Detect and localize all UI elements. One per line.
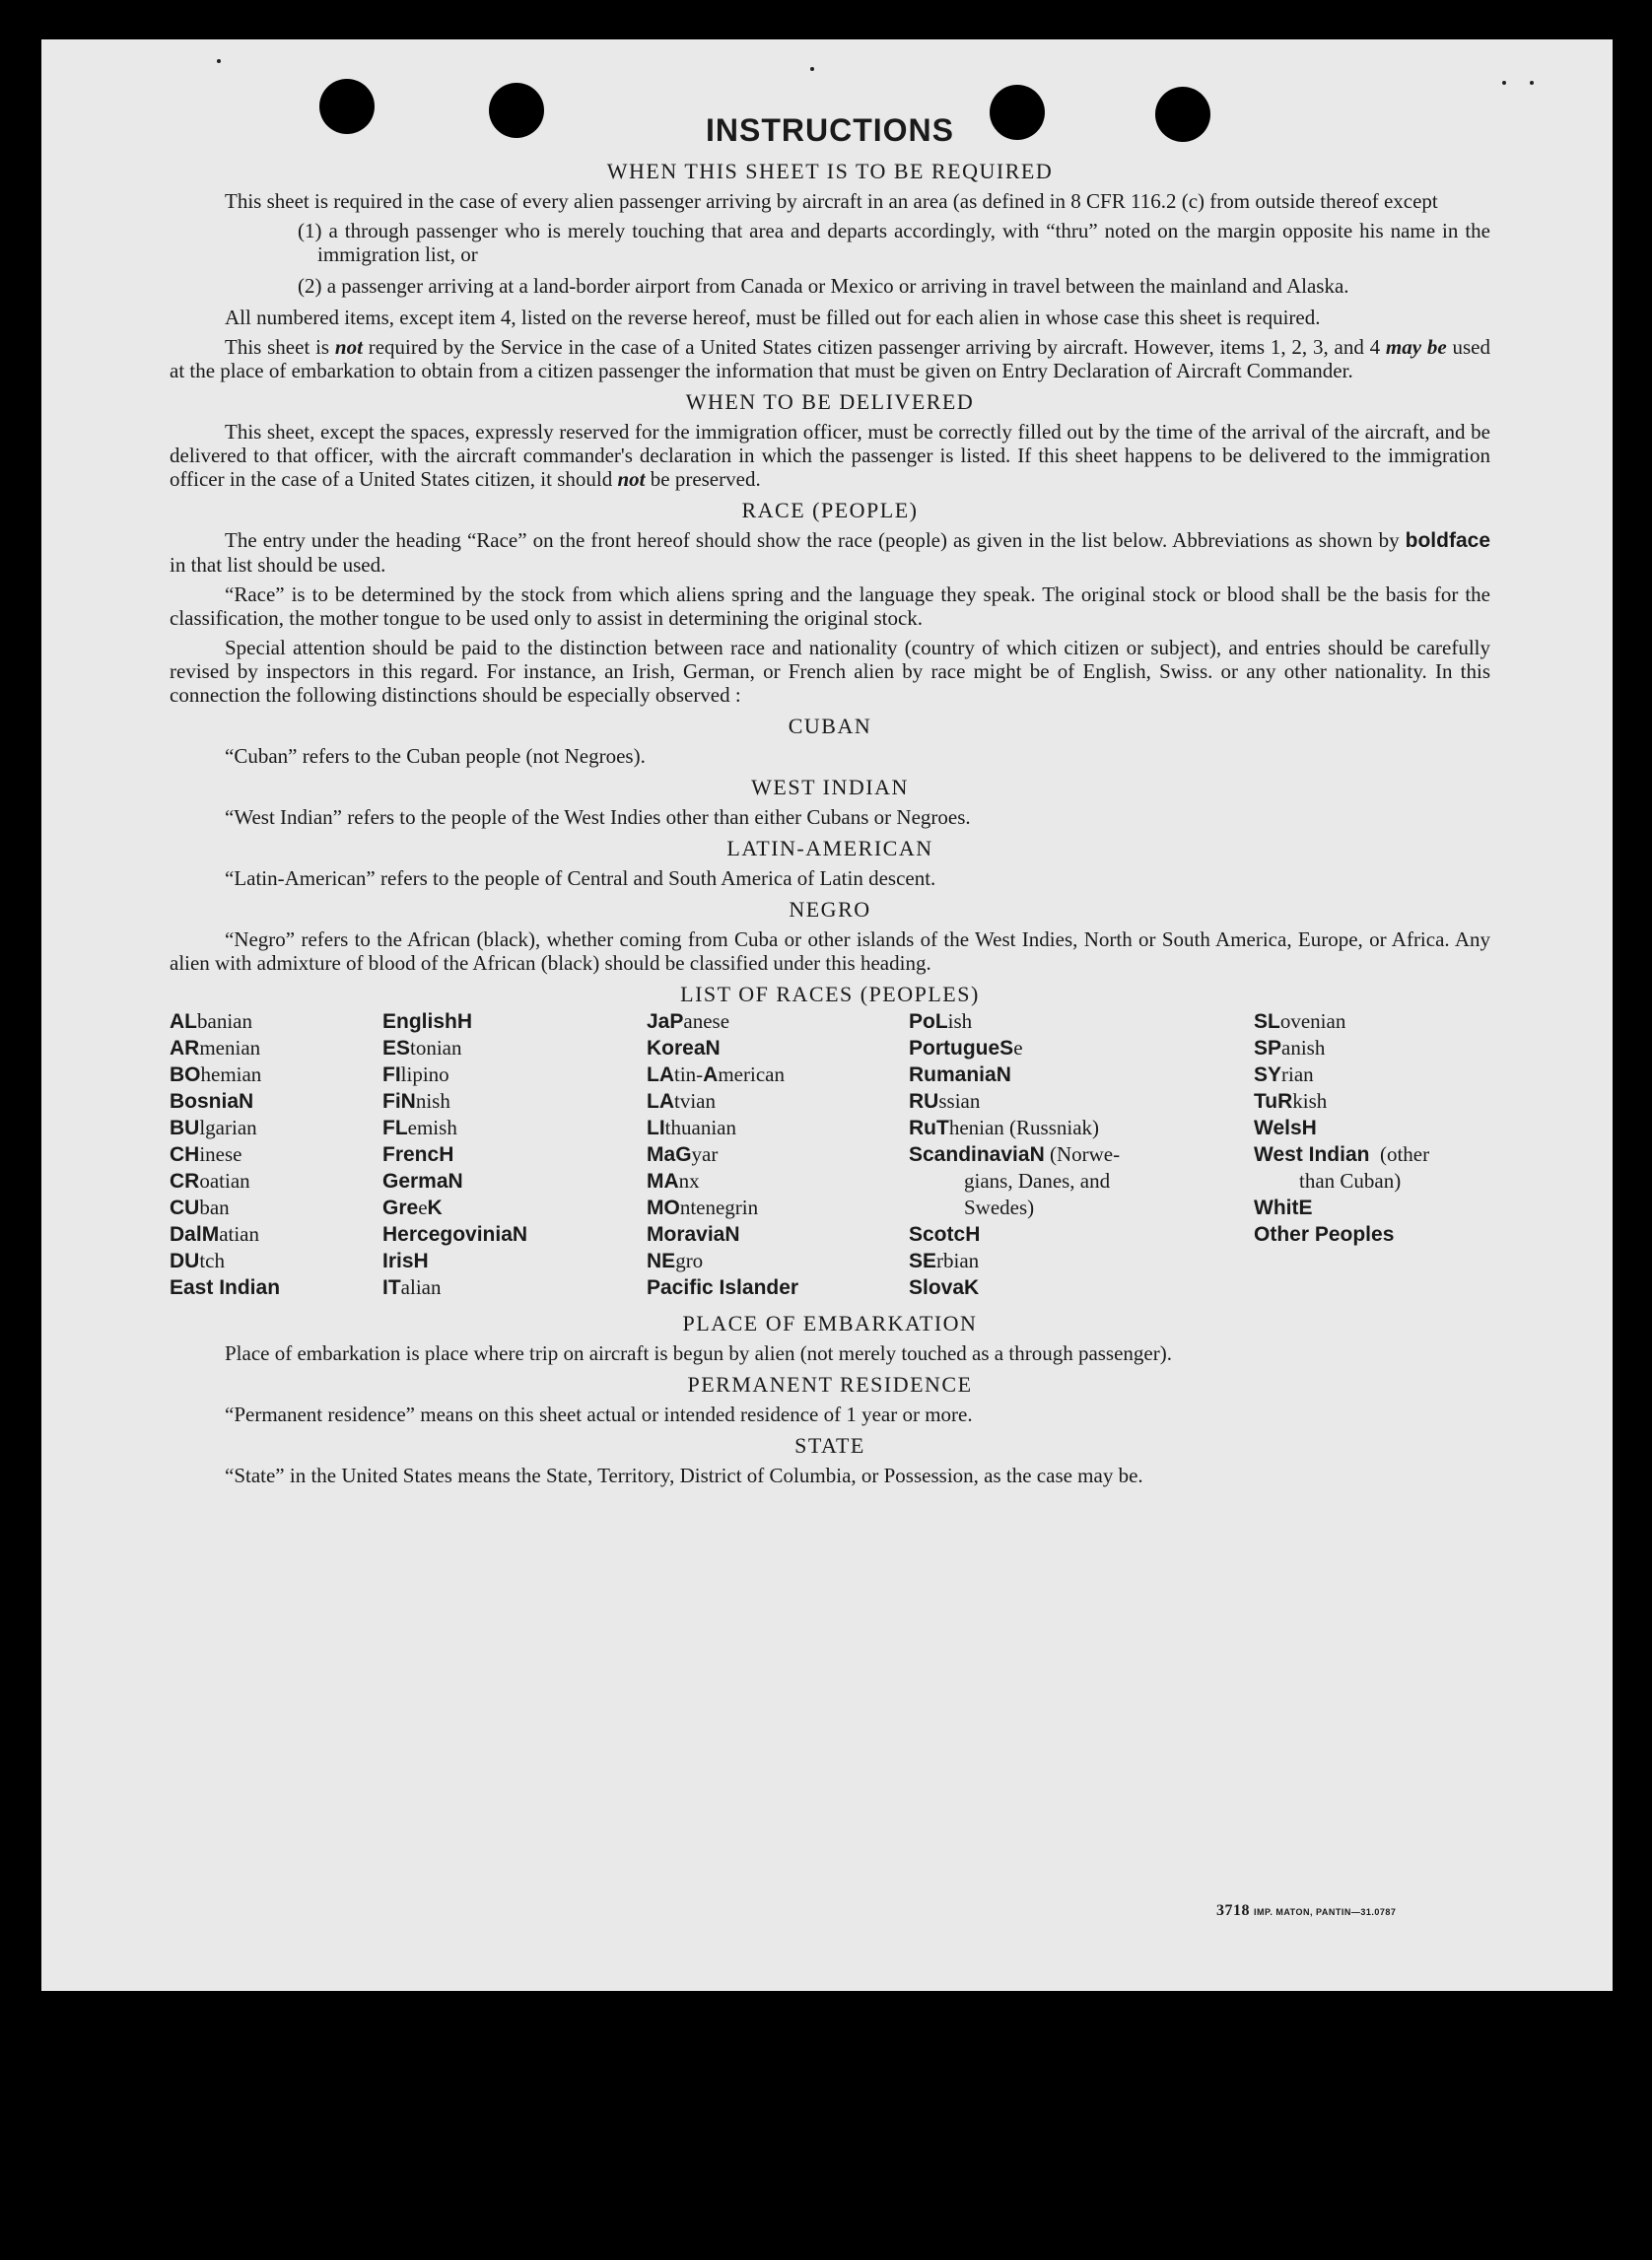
race-entry: EnglishH (382, 1010, 473, 1033)
section-heading-latin-american: LATIN-AMERICAN (726, 836, 933, 860)
citizen-note-maybe: may be (1385, 335, 1447, 359)
races-column-4 (909, 1008, 1120, 1301)
speck (1502, 81, 1506, 85)
speck (1530, 81, 1534, 85)
race-entry: NEgro (647, 1249, 704, 1272)
section-heading-residence: PERMANENT RESIDENCE (687, 1372, 973, 1397)
race-entry: gians, Danes, and (964, 1169, 1111, 1193)
speck (217, 59, 221, 63)
race-entry: IrisH (382, 1250, 429, 1272)
race-entry: TuRkish (1254, 1089, 1328, 1113)
race-entry: CUban (170, 1196, 230, 1219)
race-entry: ScandinaviaN (Norwe- (909, 1142, 1121, 1166)
citizen-note-not: not (334, 335, 363, 359)
race-entry: CRoatian (170, 1169, 250, 1193)
races-column-5 (1254, 1008, 1429, 1248)
section-heading-when-required: WHEN THIS SHEET IS TO BE REQUIRED (606, 159, 1054, 183)
race-entry: SYrian (1254, 1062, 1314, 1086)
form-number: 3718 (1216, 1902, 1250, 1919)
race-entry: ScotcH (909, 1223, 981, 1246)
race-entry: SlovaK (909, 1276, 980, 1299)
race-entry: West Indian (other (1254, 1142, 1430, 1166)
race-entry: ALbanian (170, 1009, 252, 1033)
race-entry: PoLish (909, 1009, 973, 1033)
exception-2: (2) a passenger arriving at a land-border airport from Canada or Mexico or arriving in travel between the mainland and Alaska. (298, 274, 1349, 298)
race-entry: JaPanese (647, 1009, 730, 1033)
race-p1-a: The entry under the heading “Race” on the front hereof should show the race (people) as given in the list below. Abbreviations as shown by (225, 528, 1400, 552)
race-entry: Pacific Islander (647, 1276, 799, 1299)
speck (810, 67, 814, 71)
race-paragraph-2: “Race” is to be determined by the stock from which aliens spring and the language they speak. The original stock or blood shall be the basis for the classification, the mother tongue to be used only to assist in determining the original stock. (170, 582, 1490, 630)
section-heading-west-indian: WEST INDIAN (751, 775, 909, 799)
required-intro (170, 189, 1490, 213)
section-heading-when-delivered: WHEN TO BE DELIVERED (685, 389, 975, 414)
race-entry: FIlipino (382, 1062, 449, 1086)
required-intro-text: This sheet is required in the case of every alien passenger arriving by aircraft in an area (as defined in 8 CFR 116.2 (c) from outside thereof except (225, 189, 1438, 213)
section-heading-embarkation: PLACE OF EMBARKATION (682, 1311, 978, 1335)
race-entry: MoraviaN (647, 1223, 740, 1246)
race-entry: KoreaN (647, 1037, 721, 1060)
races-column-3 (647, 1008, 798, 1301)
race-entry: SLovenian (1254, 1009, 1346, 1033)
citizen-note (170, 335, 1490, 382)
races-list (170, 1008, 1490, 1304)
race-entry: DalMatian (170, 1222, 259, 1246)
race-entry: ARmenian (170, 1036, 261, 1060)
race-entry: SErbian (909, 1249, 980, 1272)
race-entry: GreeK (382, 1196, 443, 1219)
delivered-text (170, 420, 1490, 491)
section-heading-negro: NEGRO (789, 897, 871, 922)
section-heading-state: STATE (794, 1433, 865, 1458)
race-entry: MAnx (647, 1169, 700, 1193)
instructions-body (170, 108, 1490, 1493)
residence-text: “Permanent residence” means on this sheet actual or intended residence of 1 year or more. (225, 1403, 973, 1426)
race-entry: HercegoviniaN (382, 1223, 528, 1246)
race-entry: BosniaN (170, 1090, 254, 1113)
race-entry: BUlgarian (170, 1116, 257, 1139)
citizen-note-b: required by the Service in the case of a United States citizen passenger arriving by aircraft. However, items 1, 2, 3, and 4 (368, 335, 1381, 359)
race-entry: RUssian (909, 1089, 981, 1113)
race-entry: ITalian (382, 1275, 442, 1299)
state-text: “State” in the United States means the State, Territory, District of Columbia, or Possession, as the case may be. (225, 1464, 1143, 1487)
negro-text: “Negro” refers to the African (black), whether coming from Cuba or other islands of the West Indies, North or South America, Europe, or Africa. Any alien with admixture of blood of the African (black) should be classified under this heading. (170, 927, 1490, 975)
section-heading-race: RACE (PEOPLE) (741, 498, 919, 522)
latin-american-text: “Latin-American” refers to the people of Central and South America of Latin descent. (225, 866, 936, 890)
race-entry: DUtch (170, 1249, 225, 1272)
race-entry: FLemish (382, 1116, 457, 1139)
race-entry: Swedes) (964, 1196, 1035, 1219)
citizen-note-a: This sheet is (225, 335, 330, 359)
citizen-note-c: used at the place of embarkation to obtain from a citizen passenger the information that must be given on Entry Declaration of Aircraft Commander. (170, 335, 1490, 382)
race-entry: LAtin-American (647, 1062, 785, 1086)
race-p1-bold: boldface (1405, 529, 1491, 552)
delivered-text-a: This sheet, except the spaces, expressly reserved for the immigration officer, must be correctly filled out by the time of the arrival of the aircraft, and be delivered to that officer, with the aircraft commander's declaration in which the passenger is listed. If this sheet happens to be delivered to the immigration officer in the case of a United States citizen, it should (170, 420, 1490, 491)
form-code (1216, 1902, 1396, 1920)
race-entry: FiNnish (382, 1089, 450, 1113)
exception-1: (1) a through passenger who is merely touching that area and departs accordingly, with “thru” noted on the margin opposite his name in the immigration list, or (298, 219, 1490, 266)
page-title: INSTRUCTIONS (706, 112, 954, 148)
race-paragraph-3: Special attention should be paid to the distinction between race and nationality (country of which citizen or subject), and entries should be carefully revised by inspectors in this regard. For instance, an Irish, German, or French alien by race might be of English, Swiss. or any other nationality. In this connection the following distinctions should be especially observed : (170, 636, 1490, 707)
printer-imprint: IMP. MATON, PANTIN—31.0787 (1254, 1907, 1397, 1917)
document-sheet (41, 39, 1613, 1991)
numbered-items-note: All numbered items, except item 4, listed on the reverse hereof, must be filled out for each alien in whose case this sheet is required. (225, 306, 1321, 329)
delivered-text-not: not (617, 467, 646, 491)
races-column-1 (170, 1008, 280, 1301)
race-entry: East Indian (170, 1276, 281, 1299)
race-entry: than Cuban) (1299, 1169, 1402, 1193)
embarkation-text: Place of embarkation is place where trip on aircraft is begun by alien (not merely touched as a through passenger). (225, 1341, 1172, 1365)
race-paragraph-1 (170, 528, 1490, 577)
race-entry: WelsH (1254, 1117, 1317, 1139)
race-entry: Other Peoples (1254, 1223, 1395, 1246)
race-entry: GermaN (382, 1170, 463, 1193)
races-column-2 (382, 1008, 527, 1301)
race-entry: EStonian (382, 1036, 462, 1060)
section-heading-cuban: CUBAN (788, 714, 872, 738)
race-entry: CHinese (170, 1142, 242, 1166)
race-entry: LAtvian (647, 1089, 716, 1113)
section-heading-list-of-races: LIST OF RACES (PEOPLES) (680, 982, 980, 1006)
race-entry: RuThenian (Russniak) (909, 1116, 1100, 1139)
race-entry: BOhemian (170, 1062, 262, 1086)
race-entry: WhitE (1254, 1197, 1313, 1219)
cuban-text: “Cuban” refers to the Cuban people (not Negroes). (225, 744, 646, 768)
race-entry: FrencH (382, 1143, 454, 1166)
race-p1-b: in that list should be used. (170, 553, 386, 577)
west-indian-text: “West Indian” refers to the people of the West Indies other than either Cubans or Negroes. (225, 805, 971, 829)
race-entry: SPanish (1254, 1036, 1326, 1060)
race-entry: LIthuanian (647, 1116, 736, 1139)
race-entry: PortugueSe (909, 1036, 1023, 1060)
race-entry: RumaniaN (909, 1063, 1011, 1086)
delivered-text-b: be preserved. (650, 467, 761, 491)
race-entry: MaGyar (647, 1142, 719, 1166)
race-entry: MOntenegrin (647, 1196, 759, 1219)
